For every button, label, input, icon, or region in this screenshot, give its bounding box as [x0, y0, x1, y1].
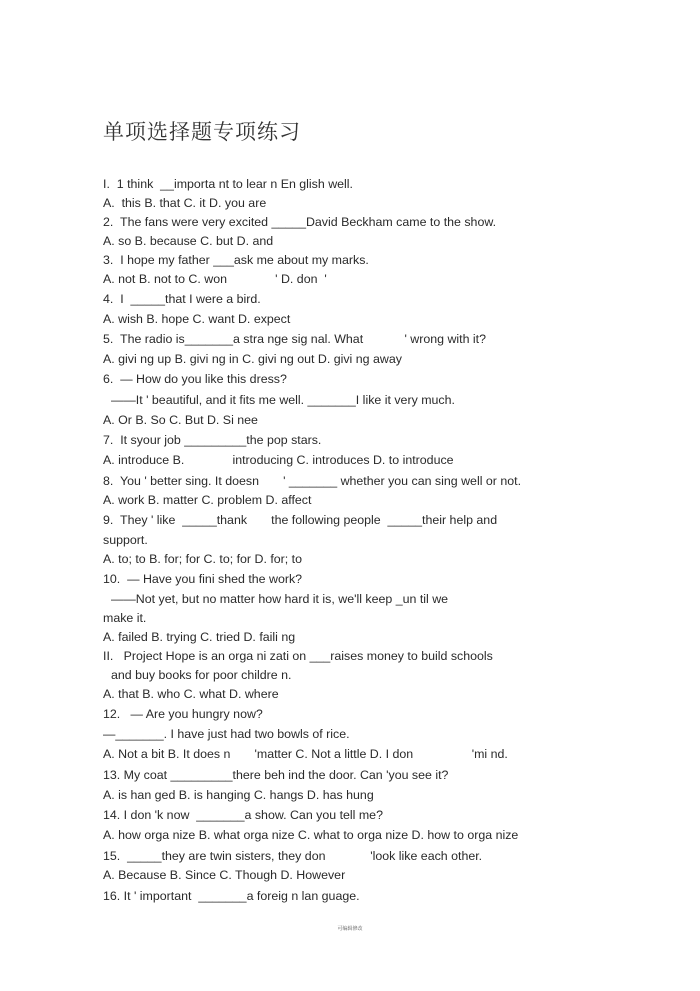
question-line: A. wish B. hope C. want D. expect: [103, 312, 291, 326]
question-line: A. Because B. Since C. Though D. However: [103, 868, 346, 882]
question-line: A. that B. who C. what D. where: [103, 687, 279, 701]
question-line: 5. The radio is_______a stra nge sig nal. What ' wrong with it?: [103, 332, 487, 346]
question-line: I. 1 think __importa nt to lear n En glish well.: [103, 177, 354, 191]
question-line: 2. The fans were very excited _____David Beckham came to the show.: [103, 215, 497, 229]
page-title: 单项选择题专项练习: [103, 120, 301, 144]
question-line: 15. _____they are twin sisters, they don 'look like each other.: [103, 849, 483, 863]
page-footer: 可编辑修改: [337, 926, 363, 932]
question-line: 9. They ' like _____thank the following people _____their help and: [103, 513, 498, 527]
question-line: ——It ' beautiful, and it fits me well. _______I like it very much.: [111, 393, 455, 407]
question-line: A. Not a bit B. It does n 'matter C. Not a little D. I don 'mi nd.: [103, 747, 508, 761]
question-line: A. is han ged B. is hanging C. hangs D. has hung: [103, 788, 374, 802]
question-line: II. Project Hope is an orga ni zati on ___raises money to build schools: [103, 649, 493, 663]
question-line: and buy books for poor childre n.: [111, 668, 292, 682]
question-line: 4. I _____that I were a bird.: [103, 292, 261, 306]
question-line: A. failed B. trying C. tried D. faili ng: [103, 630, 296, 644]
question-line: 13. My coat _________there beh ind the door. Can 'you see it?: [103, 768, 449, 782]
question-line: A. introduce B. introducing C. introduces D. to introduce: [103, 453, 454, 467]
question-line: 3. I hope my father ___ask me about my marks.: [103, 253, 369, 267]
question-line: ——Not yet, but no matter how hard it is, we'll keep _un til we: [111, 592, 449, 606]
question-line: 7. It syour job _________the pop stars.: [103, 433, 322, 447]
question-line: 8. You ' better sing. It doesn ' _______ whether you can sing well or not.: [103, 474, 522, 488]
question-line: A. so B. because C. but D. and: [103, 234, 274, 248]
question-line: A. this B. that C. it D. you are: [103, 196, 267, 210]
question-line: A. givi ng up B. givi ng in C. givi ng out D. givi ng away: [103, 352, 402, 366]
question-line: 6. — How do you like this dress?: [103, 372, 287, 386]
question-line: A. Or B. So C. But D. Si nee: [103, 413, 258, 427]
question-line: A. to; to B. for; for C. to; for D. for; to: [103, 552, 303, 566]
question-line: A. not B. not to C. won ' D. don ': [103, 272, 327, 286]
question-line: A. how orga nize B. what orga nize C. what to orga nize D. how to orga nize: [103, 828, 519, 842]
question-line: 12. — Are you hungry now?: [103, 707, 263, 721]
question-line: 16. It ' important _______a foreig n lan guage.: [103, 889, 360, 903]
question-line: 14. I don 'k now _______a show. Can you tell me?: [103, 808, 383, 822]
question-line: 10. — Have you fini shed the work?: [103, 572, 303, 586]
question-line: —_______. I have just had two bowls of rice.: [103, 727, 350, 741]
question-line: A. work B. matter C. problem D. affect: [103, 493, 312, 507]
question-line: make it.: [103, 611, 147, 625]
question-line: support.: [103, 533, 148, 547]
